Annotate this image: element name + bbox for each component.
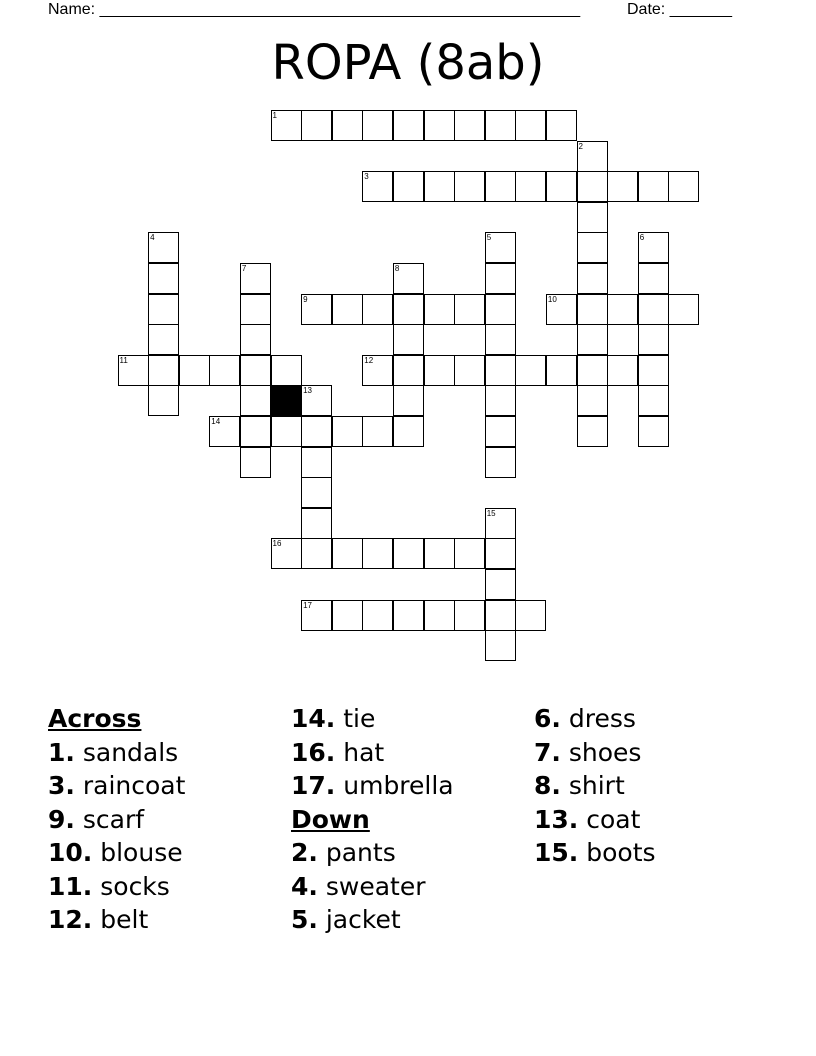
crossword-cell[interactable] (638, 232, 669, 263)
clue-number: 12 (364, 355, 374, 365)
clue-item-number: 17. (291, 771, 336, 800)
crossword-cell[interactable] (546, 110, 577, 141)
clue-item (291, 702, 531, 736)
crossword-cell[interactable] (577, 324, 608, 355)
crossword-cell[interactable] (515, 355, 546, 386)
crossword-cell[interactable] (577, 171, 608, 202)
crossword-cell[interactable] (454, 355, 485, 386)
crossword-cell[interactable] (393, 171, 424, 202)
clue-item (291, 870, 531, 904)
crossword-cell[interactable] (240, 416, 271, 447)
date-field[interactable]: Date: _______ (627, 1, 732, 18)
clue-item-number: 13. (534, 804, 579, 834)
crossword-cell[interactable] (485, 355, 516, 386)
clue-item-text: sweater (317, 871, 426, 901)
crossword-cell[interactable] (454, 600, 485, 631)
clue-item-text: socks (92, 871, 170, 901)
crossword-cell[interactable] (301, 538, 332, 569)
crossword-cell[interactable] (607, 171, 638, 202)
clue-item-text: blouse (92, 838, 183, 867)
clue-item-text: tie (335, 704, 376, 733)
clue-number: 15 (486, 508, 496, 518)
clue-number: 13 (303, 386, 312, 396)
crossword-cell[interactable] (301, 447, 332, 478)
crossword-cell[interactable] (424, 171, 455, 202)
crossword-cell[interactable] (332, 416, 363, 447)
clue-item-number: 9. (48, 804, 75, 834)
crossword-cell[interactable] (638, 294, 669, 325)
crossword-cell[interactable] (393, 600, 424, 631)
crossword-cell[interactable] (577, 263, 608, 294)
crossword-cell[interactable] (424, 355, 455, 386)
crossword-cell[interactable] (638, 171, 669, 202)
crossword-cell[interactable] (148, 294, 179, 325)
clue-item-number: 2. (291, 838, 318, 867)
clue-item (48, 803, 288, 837)
clue-number: 8 (394, 264, 400, 273)
crossword-cell[interactable] (393, 263, 424, 294)
clue-item (48, 903, 288, 937)
clue-item-text: coat (578, 804, 641, 834)
crossword-cell[interactable] (209, 416, 240, 447)
crossword-cell[interactable] (638, 385, 669, 416)
crossword-cell[interactable] (424, 110, 455, 141)
clue-item (291, 769, 531, 803)
crossword-cell[interactable] (485, 232, 516, 263)
crossword-cell[interactable] (638, 324, 669, 355)
clue-number: 16 (272, 539, 282, 549)
clue-item-text: hat (335, 737, 385, 767)
clue-item-text: raincoat (74, 771, 186, 800)
crossword-cell[interactable] (301, 508, 332, 539)
crossword-cell[interactable] (454, 538, 485, 569)
clue-item-text: pants (317, 838, 396, 867)
clue-item-text: dress (560, 704, 636, 733)
crossword-cell[interactable] (485, 508, 516, 539)
clue-item-number: 14. (291, 704, 336, 733)
crossword-cell[interactable] (240, 447, 271, 478)
crossword-block (271, 385, 302, 416)
crossword-cell[interactable] (301, 600, 332, 631)
crossword-cell[interactable] (301, 294, 332, 325)
crossword-cell[interactable] (362, 538, 393, 569)
crossword-cell[interactable] (240, 355, 271, 386)
crossword-cell[interactable] (515, 110, 546, 141)
crossword-cell[interactable] (332, 110, 363, 141)
clue-item-number: 6. (534, 704, 561, 733)
crossword-cell[interactable] (301, 416, 332, 447)
clue-number: 3 (364, 172, 369, 182)
crossword-cell[interactable] (240, 324, 271, 355)
clue-number: 6 (639, 233, 645, 243)
crossword-cell[interactable] (485, 569, 516, 600)
crossword-cell[interactable] (485, 416, 516, 447)
clue-number: 10 (547, 294, 557, 304)
crossword-cell[interactable] (546, 355, 577, 386)
crossword-cell[interactable] (393, 416, 424, 447)
crossword-cell[interactable] (393, 110, 424, 141)
crossword-cell[interactable] (515, 171, 546, 202)
crossword-cell[interactable] (454, 294, 485, 325)
clue-number: 7 (241, 264, 247, 273)
crossword-cell[interactable] (424, 294, 455, 325)
crossword-cell[interactable] (577, 202, 608, 233)
clue-item (534, 769, 774, 803)
crossword-cell[interactable] (362, 171, 393, 202)
clue-number: 4 (150, 233, 155, 243)
crossword-cell[interactable] (485, 171, 516, 202)
crossword-cell[interactable] (271, 355, 302, 386)
crossword-cell[interactable] (607, 355, 638, 386)
crossword-cell[interactable] (240, 263, 271, 294)
clue-item-text: boots (578, 838, 656, 867)
clue-number: 9 (303, 294, 308, 304)
clue-number: 11 (119, 355, 128, 365)
crossword-cell[interactable] (271, 110, 302, 141)
crossword-cell[interactable] (332, 538, 363, 569)
crossword-cell[interactable] (546, 294, 577, 325)
clue-item (48, 736, 288, 770)
clue-item-text: belt (92, 905, 149, 934)
crossword-cell[interactable] (454, 110, 485, 141)
clue-item-text: shoes (560, 737, 642, 767)
crossword-cell[interactable] (332, 600, 363, 631)
crossword-cell[interactable] (577, 385, 608, 416)
crossword-cell[interactable] (454, 171, 485, 202)
crossword-cell[interactable] (485, 110, 516, 141)
crossword-cell[interactable] (485, 324, 516, 355)
clue-item (48, 836, 288, 870)
crossword-cell[interactable] (577, 141, 608, 172)
clue-number: 17 (303, 600, 312, 610)
crossword-cell[interactable] (148, 232, 179, 263)
clue-item (291, 836, 531, 870)
crossword-cell[interactable] (485, 385, 516, 416)
crossword-cell[interactable] (271, 416, 302, 447)
crossword-cell[interactable] (362, 110, 393, 141)
clue-item (534, 736, 774, 770)
clue-item-text: umbrella (335, 771, 454, 800)
crossword-cell[interactable] (638, 355, 669, 386)
crossword-cell[interactable] (577, 416, 608, 447)
crossword-cell[interactable] (393, 385, 424, 416)
crossword-cell[interactable] (240, 385, 271, 416)
clue-item-text: scarf (74, 804, 145, 834)
crossword-cell[interactable] (577, 232, 608, 263)
crossword-cell[interactable] (301, 110, 332, 141)
clue-item-number: 8. (534, 771, 561, 800)
crossword-cell[interactable] (546, 171, 577, 202)
clue-section-heading: Across (48, 704, 142, 733)
clue-column-3 (534, 702, 774, 870)
crossword-cell[interactable] (393, 294, 424, 325)
clue-item (534, 836, 774, 870)
crossword-cell[interactable] (362, 416, 393, 447)
clue-item-number: 10. (48, 838, 93, 867)
crossword-cell[interactable] (301, 477, 332, 508)
clue-item-number: 4. (291, 871, 318, 901)
clue-item-text: shirt (560, 771, 625, 800)
crossword-cell[interactable] (271, 538, 302, 569)
page-title: ROPA (8ab) (271, 35, 545, 91)
crossword-cell[interactable] (638, 263, 669, 294)
clue-item (48, 769, 288, 803)
crossword-cell[interactable] (485, 447, 516, 478)
crossword-cell[interactable] (638, 416, 669, 447)
crossword-cell[interactable] (148, 324, 179, 355)
crossword-cell[interactable] (301, 385, 332, 416)
clue-item-number: 16. (291, 737, 336, 767)
crossword-cell[interactable] (577, 355, 608, 386)
crossword-cell[interactable] (209, 355, 240, 386)
crossword-cell[interactable] (577, 294, 608, 325)
crossword-cell[interactable] (179, 355, 210, 386)
crossword-cell[interactable] (393, 355, 424, 386)
clue-number: 1 (272, 111, 277, 120)
clue-column-1 (48, 702, 288, 937)
crossword-cell[interactable] (148, 263, 179, 294)
crossword-cell[interactable] (393, 538, 424, 569)
clue-item (534, 803, 774, 837)
crossword-cell[interactable] (362, 355, 393, 386)
clue-item (48, 870, 288, 904)
clue-item-number: 5. (291, 905, 318, 934)
clue-item (291, 736, 531, 770)
clue-item-number: 7. (534, 737, 561, 767)
clue-item-number: 15. (534, 838, 579, 867)
crossword-cell[interactable] (668, 294, 699, 325)
crossword-cell[interactable] (362, 294, 393, 325)
clue-item-number: 3. (48, 771, 75, 800)
clue-item-text: sandals (74, 737, 179, 767)
crossword-cell[interactable] (118, 355, 149, 386)
crossword-cell[interactable] (485, 600, 516, 631)
crossword-cell[interactable] (485, 538, 516, 569)
crossword-cell[interactable] (240, 294, 271, 325)
clue-number: 2 (578, 141, 583, 151)
clue-item-number: 1. (48, 737, 75, 767)
crossword-cell[interactable] (485, 294, 516, 325)
clue-number: 5 (486, 233, 492, 243)
crossword-cell[interactable] (424, 600, 455, 631)
clue-item-number: 11. (48, 871, 93, 901)
crossword-cell[interactable] (332, 294, 363, 325)
crossword-cell[interactable] (485, 630, 516, 661)
crossword-cell[interactable] (393, 324, 424, 355)
crossword-cell[interactable] (485, 263, 516, 294)
name-field[interactable]: Name: ______________________________________________________ (48, 1, 581, 18)
crossword-cell[interactable] (607, 294, 638, 325)
clue-column-2 (291, 702, 531, 937)
crossword-cell[interactable] (362, 600, 393, 631)
crossword-cell[interactable] (668, 171, 699, 202)
crossword-cell[interactable] (424, 538, 455, 569)
clue-item (291, 903, 531, 937)
crossword-cell[interactable] (148, 355, 179, 386)
clue-item (534, 702, 774, 736)
clue-item-text: jacket (317, 905, 401, 934)
crossword-cell[interactable] (148, 385, 179, 416)
crossword-cell[interactable] (515, 600, 546, 631)
clue-section-heading: Down (291, 804, 370, 834)
clue-item-number: 12. (48, 905, 93, 934)
clue-number: 14 (211, 417, 221, 426)
